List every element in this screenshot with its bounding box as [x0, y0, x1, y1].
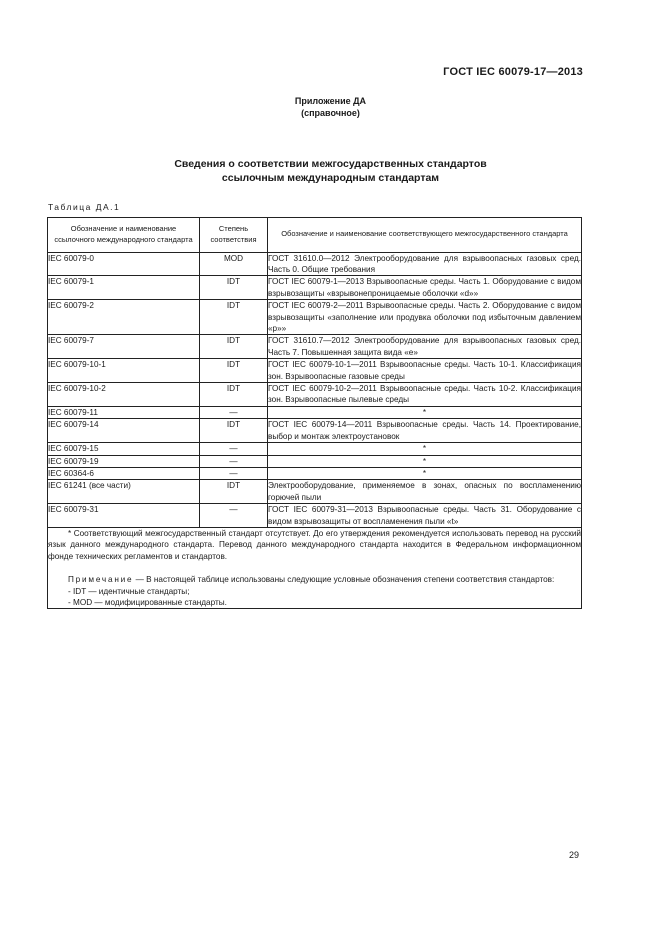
note-label: Примечание [68, 575, 134, 585]
table-row [48, 455, 582, 467]
interstate-standard-cell: ГОСТ IEC 60079-10-1—2011 Взрывоопасные среды. Часть 10-1. Классификация зон. Взрывоопасные газовые среды [268, 360, 581, 381]
reference-standard-cell: IEC 60079-15 [48, 443, 200, 455]
reference-standard-cell: IEC 60079-10-2 [48, 383, 200, 407]
degree-cell: IDT [200, 276, 268, 300]
note-item: - IDT — идентичные стандарты; [68, 586, 190, 596]
reference-standard-cell: IEC 60079-7 [48, 335, 200, 359]
table-note [48, 574, 581, 608]
reference-standard-cell: IEC 60364-6 [48, 467, 200, 479]
table-row [48, 383, 582, 407]
reference-standard-cell: IEC 60079-14 [48, 419, 200, 443]
table-header-row [48, 218, 582, 253]
reference-standard-cell: IEC 60079-10-1 [48, 359, 200, 383]
degree-cell: MOD [200, 252, 268, 276]
table-row [48, 467, 582, 479]
table-footnote-cell [48, 527, 582, 608]
degree-cell: — [200, 406, 268, 418]
note-heading [48, 574, 581, 585]
table-row [48, 335, 582, 359]
reference-standard-cell: IEC 60079-1 [48, 276, 200, 300]
interstate-standard-cell: Электрооборудование, применяемое в зонах, опасных по воспламенению горючей пыли [268, 481, 581, 502]
reference-standard-cell: IEC 60079-31 [48, 504, 200, 528]
interstate-standard-cell: * [268, 406, 582, 418]
table-footer-row [48, 527, 582, 608]
table-row [48, 406, 582, 418]
note-text: — В настоящей таблице использованы следующие условные обозначения степени соответствия стандартов: [133, 575, 555, 585]
interstate-standard-cell: ГОСТ 31610.7—2012 Электрооборудование для взрывоопасных газовых сред. Часть 7. Повышенная защита вида «е» [268, 336, 581, 357]
annex-heading [0, 95, 661, 119]
table-row [48, 419, 582, 443]
reference-standard-cell: IEC 60079-0 [48, 252, 200, 276]
correspondence-table [47, 217, 582, 609]
table-body [48, 252, 582, 527]
page-number: 29 [568, 850, 579, 860]
footnote-text: * Соответствующий межгосударственный стандарт отсутствует. До его утверждения рекомендуется использовать перевод на русский язык данного международного стандарта. Перевод данного международного стандарта находится в Федеральном информационном фонде технических регламентов и стандартов. [48, 528, 581, 561]
degree-cell: IDT [200, 480, 268, 504]
table-row [48, 252, 582, 276]
table-row [48, 359, 582, 383]
interstate-standard-cell: ГОСТ IEC 60079-31—2013 Взрывоопасные среды. Часть 31. Оборудование с видом взрывозащиты от воспламенения пыли «t» [268, 505, 581, 526]
degree-cell: IDT [200, 335, 268, 359]
degree-cell: — [200, 504, 268, 528]
degree-cell: IDT [200, 359, 268, 383]
header-degree: Степень соответствия [200, 218, 268, 253]
interstate-standard-cell: ГОСТ IEC 60079-2—2011 Взрывоопасные среды. Часть 2. Оборудование с видом взрывозащиты «заполнение или продувка оболочки под избыточным давлением «p»» [268, 301, 581, 334]
reference-standard-cell: IEC 60079-19 [48, 455, 200, 467]
table-caption: Таблица ДА.1 [48, 202, 121, 212]
table-row [48, 443, 582, 455]
annex-subtitle: (справочное) [301, 108, 360, 118]
table-row [48, 276, 582, 300]
degree-cell: IDT [200, 419, 268, 443]
degree-cell: — [200, 443, 268, 455]
table-row [48, 504, 582, 528]
annex-title: Приложение ДА [294, 96, 367, 106]
interstate-standard-cell: ГОСТ IEC 60079-1—2013 Взрывоопасные среды. Часть 1. Оборудование с видом взрывозащиты «взрывонепроницаемые оболочки «d»» [268, 277, 581, 298]
header-interstate-standard: Обозначение и наименование соответствующего межгосударственного стандарта [268, 218, 582, 253]
document-code: ГОСТ IEC 60079-17—2013 [443, 66, 583, 78]
degree-cell: IDT [200, 300, 268, 335]
degree-cell: — [200, 467, 268, 479]
degree-cell: — [200, 455, 268, 467]
header-reference-standard: Обозначение и наименование ссылочного международного стандарта [48, 218, 200, 253]
section-title [0, 157, 661, 185]
interstate-standard-cell: ГОСТ 31610.0—2012 Электрооборудование для взрывоопасных газовых сред. Часть 0. Общие требования [268, 253, 581, 274]
interstate-standard-cell: * [268, 467, 582, 479]
degree-cell: IDT [200, 383, 268, 407]
note-item: - MOD — модифицированные стандарты. [68, 597, 227, 607]
reference-standard-cell: IEC 60079-11 [48, 406, 200, 418]
table-row [48, 300, 582, 335]
table-row [48, 480, 582, 504]
section-title-line-1: Сведения о соответствии межгосударственных стандартов [174, 158, 487, 170]
interstate-standard-cell: ГОСТ IEC 60079-14—2011 Взрывоопасные среды. Часть 14. Проектирование, выбор и монтаж электроустановок [268, 420, 581, 441]
section-title-line-2: ссылочным международным стандартам [221, 172, 440, 184]
reference-standard-cell: IEC 61241 (все части) [48, 480, 200, 504]
reference-standard-cell: IEC 60079-2 [48, 300, 200, 335]
interstate-standard-cell: ГОСТ IEC 60079-10-2—2011 Взрывоопасные среды. Часть 10-2. Классификация зон. Взрывоопасные пылевые среды [268, 384, 581, 405]
interstate-standard-cell: * [268, 443, 582, 455]
interstate-standard-cell: * [268, 455, 582, 467]
